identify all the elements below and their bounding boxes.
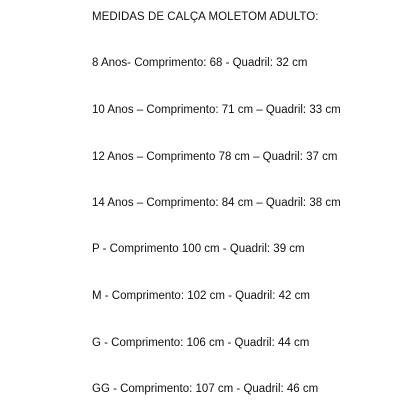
page-title: MEDIDAS DE CALÇA MOLETOM ADULTO: <box>92 11 319 23</box>
size-line-8-anos: 8 Anos- Comprimento: 68 - Quadril: 32 cm <box>92 57 308 69</box>
size-line-12-anos: 12 Anos – Comprimento 78 cm – Quadril: 37 cm <box>92 151 338 163</box>
size-line-g: G - Comprimento: 106 cm - Quadril: 44 cm <box>92 337 310 349</box>
size-line-p: P - Comprimento 100 cm - Quadril: 39 cm <box>92 243 305 255</box>
size-line-10-anos: 10 Anos – Comprimento: 71 cm – Quadril: 33 cm <box>92 104 341 116</box>
size-line-m: M - Comprimento: 102 cm - Quadril: 42 cm <box>92 290 310 302</box>
size-line-14-anos: 14 Anos – Comprimento: 84 cm – Quadril: 38 cm <box>92 197 341 209</box>
size-line-gg: GG - Comprimento: 107 cm - Quadril: 46 cm <box>92 383 319 395</box>
